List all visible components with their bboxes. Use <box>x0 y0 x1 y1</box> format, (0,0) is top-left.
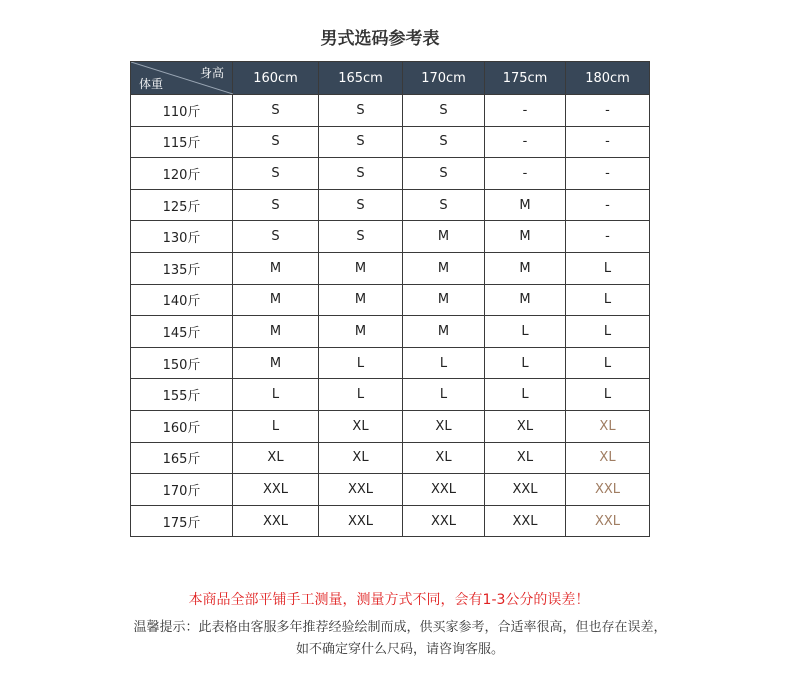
size-cell: S <box>233 126 319 158</box>
size-cell: S <box>319 158 403 190</box>
size-cell: L <box>233 379 319 411</box>
size-cell: XXL <box>233 505 319 537</box>
height-header-cell: 165cm <box>319 62 403 95</box>
size-cell: S <box>319 221 403 253</box>
size-cell: S <box>403 189 485 221</box>
weight-cell: 150斤 <box>131 347 233 379</box>
size-cell: L <box>319 379 403 411</box>
size-cell: XXL <box>566 474 650 506</box>
table-row <box>131 221 650 253</box>
size-cell: XXL <box>403 505 485 537</box>
size-cell: XL <box>319 442 403 474</box>
size-cell: - <box>566 189 650 221</box>
size-chart-table <box>130 61 650 537</box>
size-cell: XL <box>233 442 319 474</box>
size-cell: S <box>319 126 403 158</box>
height-header-cell: 175cm <box>485 62 566 95</box>
size-cell: L <box>403 379 485 411</box>
size-cell: L <box>485 379 566 411</box>
size-cell: M <box>403 221 485 253</box>
weight-cell: 165斤 <box>131 442 233 474</box>
size-cell: M <box>403 252 485 284</box>
page-title: 男式选码参考表 <box>320 29 440 49</box>
height-header-cell: 160cm <box>233 62 319 95</box>
table-row <box>131 126 650 158</box>
height-axis-label: 身高 <box>199 66 224 80</box>
size-cell: - <box>566 158 650 190</box>
size-cell: XXL <box>485 474 566 506</box>
table-row <box>131 95 650 127</box>
table-row <box>131 189 650 221</box>
size-cell: S <box>403 158 485 190</box>
size-cell: XL <box>566 442 650 474</box>
header-row <box>131 62 650 95</box>
weight-axis-label: 体重 <box>139 77 164 91</box>
size-cell: M <box>233 347 319 379</box>
size-cell: XXL <box>319 474 403 506</box>
size-cell: L <box>566 347 650 379</box>
size-cell: L <box>319 347 403 379</box>
size-cell: XL <box>319 410 403 442</box>
weight-cell: 175斤 <box>131 505 233 537</box>
size-cell: - <box>485 158 566 190</box>
size-cell: - <box>485 126 566 158</box>
size-cell: M <box>485 252 566 284</box>
tip-line-1: 温馨提示：此表格由客服多年推荐经验绘制而成，供买家参考，合适率很高，但也存在误差， <box>133 620 667 635</box>
size-cell: - <box>566 221 650 253</box>
size-cell: XXL <box>319 505 403 537</box>
weight-cell: 120斤 <box>131 158 233 190</box>
measurement-notice: 本商品全部平铺手工测量，测量方式不同，会有1-3公分的误差！ <box>188 592 590 608</box>
size-cell: XL <box>403 410 485 442</box>
size-cell: - <box>485 95 566 127</box>
size-cell: XL <box>485 442 566 474</box>
weight-cell: 115斤 <box>131 126 233 158</box>
size-cell: M <box>233 252 319 284</box>
table-row <box>131 252 650 284</box>
table-row <box>131 347 650 379</box>
weight-cell: 130斤 <box>131 221 233 253</box>
size-cell: L <box>485 347 566 379</box>
weight-cell: 110斤 <box>131 95 233 127</box>
size-cell: XL <box>485 410 566 442</box>
table-row <box>131 474 650 506</box>
height-header-cell: 170cm <box>403 62 485 95</box>
weight-cell: 155斤 <box>131 379 233 411</box>
size-cell: - <box>566 126 650 158</box>
size-cell: M <box>233 284 319 316</box>
weight-cell: 145斤 <box>131 316 233 348</box>
corner-header-cell <box>131 62 233 95</box>
weight-cell: 170斤 <box>131 474 233 506</box>
size-cell: XXL <box>233 474 319 506</box>
table-row <box>131 316 650 348</box>
tip-line-2: 如不确定穿什么尺码，请咨询客服。 <box>295 642 504 657</box>
size-cell: S <box>233 221 319 253</box>
size-cell: S <box>403 126 485 158</box>
weight-cell: 135斤 <box>131 252 233 284</box>
table-row <box>131 158 650 190</box>
table-row <box>131 379 650 411</box>
size-cell: L <box>233 410 319 442</box>
size-cell: XXL <box>485 505 566 537</box>
size-cell: L <box>566 379 650 411</box>
size-cell: - <box>566 95 650 127</box>
size-cell: M <box>485 189 566 221</box>
size-cell: L <box>566 252 650 284</box>
size-cell: L <box>403 347 485 379</box>
size-cell: L <box>566 284 650 316</box>
size-cell: M <box>319 252 403 284</box>
size-cell: M <box>485 221 566 253</box>
size-cell: M <box>403 316 485 348</box>
size-cell: M <box>485 284 566 316</box>
height-header-cell: 180cm <box>566 62 650 95</box>
size-cell: S <box>319 189 403 221</box>
size-cell: XL <box>403 442 485 474</box>
weight-cell: 160斤 <box>131 410 233 442</box>
size-cell: S <box>319 95 403 127</box>
size-cell: M <box>319 284 403 316</box>
weight-cell: 140斤 <box>131 284 233 316</box>
size-cell: M <box>403 284 485 316</box>
size-cell: S <box>233 95 319 127</box>
size-cell: S <box>403 95 485 127</box>
size-cell: M <box>233 316 319 348</box>
size-cell: L <box>566 316 650 348</box>
table-row <box>131 284 650 316</box>
size-cell: S <box>233 158 319 190</box>
weight-cell: 125斤 <box>131 189 233 221</box>
size-cell: L <box>485 316 566 348</box>
size-cell: XL <box>566 410 650 442</box>
size-cell: M <box>319 316 403 348</box>
size-cell: XXL <box>566 505 650 537</box>
size-cell: S <box>233 189 319 221</box>
table-row <box>131 442 650 474</box>
table-row <box>131 505 650 537</box>
size-cell: XXL <box>403 474 485 506</box>
table-row <box>131 410 650 442</box>
